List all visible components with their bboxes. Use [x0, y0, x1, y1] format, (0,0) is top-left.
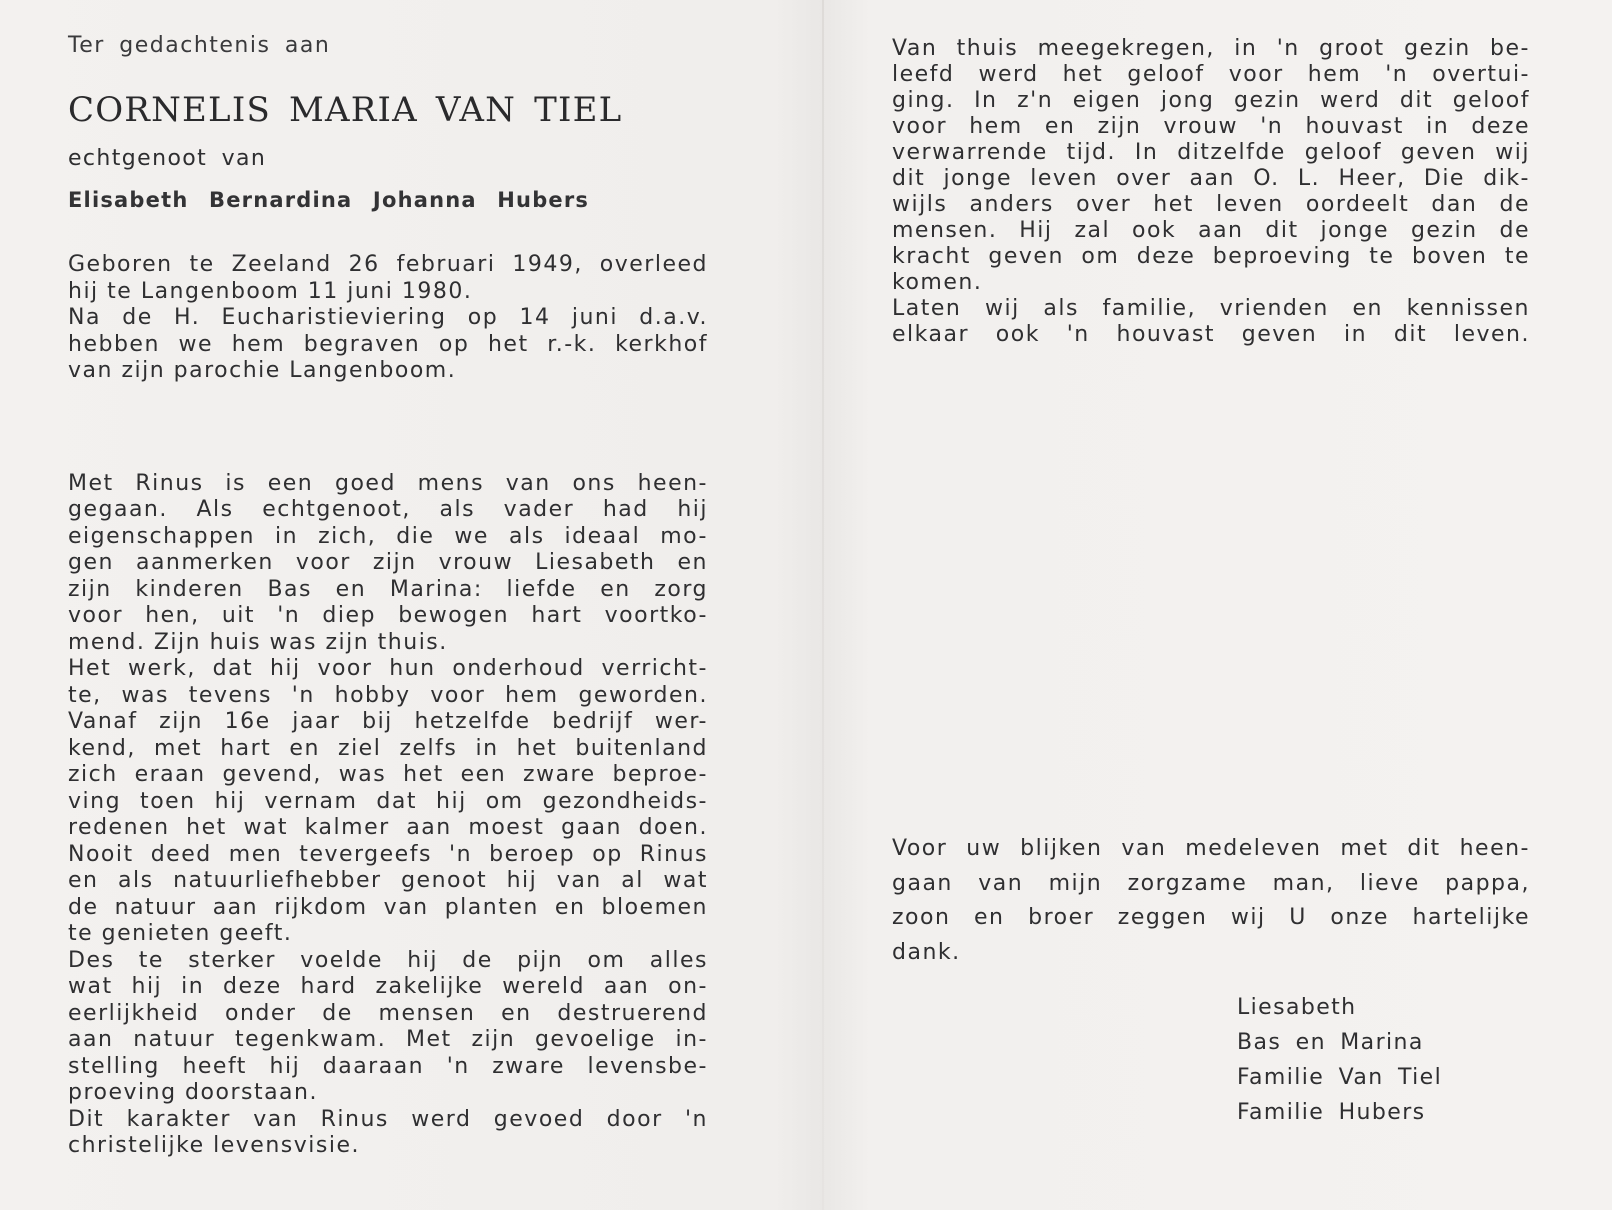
faith-paragraph [892, 36, 1530, 348]
text-line: voor hen, uit 'n diep bewogen hart voortko- [68, 603, 708, 628]
text-line: te, was tevens 'n hobby voor hem geworden. [68, 682, 708, 708]
text-line: Na de H. Eucharistieviering op 14 juni d.a.v. [68, 305, 708, 330]
text-line: wijls anders over het leven oordeelt dan de [892, 192, 1530, 217]
text-line: gen aanmerken voor zijn vrouw Liesabeth en [68, 550, 708, 575]
text-line: kend, met hart en ziel zelfs in het buitenland [68, 735, 708, 761]
text-line: eerlijkheid onder de mensen en destruerend [68, 1000, 708, 1026]
card-fold [822, 0, 824, 1210]
text-line: Het werk, dat hij voor hun onderhoud verricht- [68, 656, 708, 681]
text-line: verwarrende tijd. In ditzelfde geloof geven wij [892, 140, 1530, 165]
text-line: komen. [892, 270, 983, 295]
signer: Bas en Marina [1237, 1030, 1424, 1055]
text-line: gegaan. Als echtgenoot, als vader had hij [68, 497, 708, 522]
signer: Familie Hubers [1237, 1100, 1426, 1125]
tribute-paragraph [68, 471, 708, 1160]
text-line: proeving doorstaan. [68, 1080, 318, 1105]
text-line: ving toen hij vernam dat hij om gezondheids- [68, 788, 708, 814]
text-line: zoon en broer zeggen wij U onze hartelijke [892, 905, 1530, 930]
text-line: Nooit deed men tevergeefs 'n beroep op Rinus [68, 841, 708, 867]
signers-list [1237, 990, 1442, 1130]
text-line: hebben we hem begraven op het r.-k. kerkhof [68, 331, 708, 357]
text-line: dit jonge leven over aan O. L. Heer, Die dik- [892, 166, 1530, 191]
text-line: te genieten geeft. [68, 921, 293, 946]
text-line: de natuur aan rijkdom van planten en bloemen [68, 894, 708, 920]
signer: Familie Van Tiel [1237, 1065, 1443, 1090]
text-line: van zijn parochie Langenboom. [68, 358, 457, 383]
birth-death-paragraph [68, 252, 708, 385]
text-line: Voor uw blijken van medeleven met dit heen- [892, 836, 1530, 861]
text-line: Vanaf zijn 16e jaar bij hetzelfde bedrijf wer- [68, 709, 708, 734]
text-line: eigenschappen in zich, die we als ideaal mo- [68, 523, 708, 549]
text-line: stelling heeft hij daaraan 'n zware levensbe- [68, 1053, 708, 1079]
text-line: voor hem en zijn vrouw 'n houvast in deze [892, 114, 1530, 139]
left-page [68, 30, 708, 1160]
text-line: Van thuis meegekregen, in 'n groot gezin be- [892, 36, 1530, 61]
text-line: ging. In z'n eigen jong gezin werd dit geloof [892, 88, 1530, 113]
text-line: zijn kinderen Bas en Marina: liefde en zorg [68, 576, 708, 602]
text-line: Laten wij als familie, vrienden en kennissen [892, 296, 1530, 321]
text-line: Des te sterker voelde hij de pijn om alles [68, 947, 708, 973]
text-line: kracht geven om deze beproeving te boven te [892, 244, 1530, 269]
text-line: Geboren te Zeeland 26 februari 1949, overleed [68, 252, 708, 277]
signer: Liesabeth [1237, 995, 1357, 1020]
text-line: wat hij in deze hard zakelijke wereld aan on- [68, 974, 708, 999]
thanks-paragraph [892, 832, 1530, 970]
text-line: mend. Zijn huis was zijn thuis. [68, 629, 448, 655]
spouse-name: Elisabeth Bernardina Johanna Hubers [68, 188, 590, 212]
text-line: en als natuurliefhebber genoot hij van al wat [68, 868, 708, 893]
text-line: dank. [892, 939, 961, 965]
right-page [892, 36, 1530, 348]
text-line: Met Rinus is een goed mens van ons heen- [68, 470, 708, 496]
text-line: Dit karakter van Rinus werd gevoed door 'n [68, 1106, 708, 1132]
text-line: gaan van mijn zorgzame man, lieve pappa, [892, 870, 1530, 896]
text-line: hij te Langenboom 11 juni 1980. [68, 278, 473, 304]
intro-text: Ter gedachtenis aan [68, 33, 331, 58]
spouse-label: echtgenoot van [68, 146, 267, 171]
text-line: redenen het wat kalmer aan moest gaan doen. [68, 815, 708, 840]
text-line: mensen. Hij zal ook aan dit jonge gezin de [892, 218, 1530, 243]
text-line: zich eraan gevend, was het een zware beproe- [68, 762, 708, 787]
text-line: leefd werd het geloof voor hem 'n overtui- [892, 62, 1530, 87]
text-line: aan natuur tegenkwam. Met zijn gevoelige in- [68, 1027, 708, 1052]
text-line: elkaar ook 'n houvast geven in dit leven. [892, 322, 1530, 347]
deceased-name: CORNELIS MARIA VAN TIEL [68, 90, 623, 130]
text-line: christelijke levensvisie. [68, 1133, 360, 1158]
